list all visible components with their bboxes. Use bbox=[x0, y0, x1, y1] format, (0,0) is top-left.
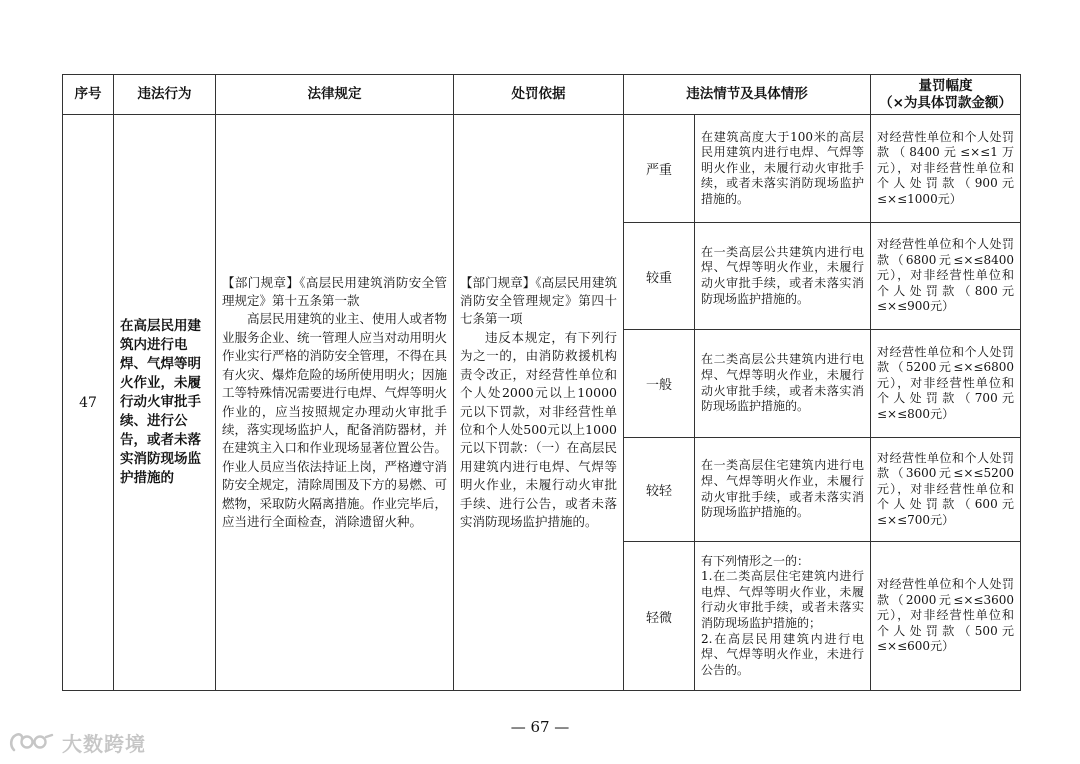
header-basis: 处罚依据 bbox=[454, 75, 624, 115]
header-no: 序号 bbox=[63, 75, 114, 115]
detail-intro: 有下列情形之一的： bbox=[701, 553, 810, 568]
header-detail: 违法情节及具体情形 bbox=[624, 75, 871, 115]
table-header-row bbox=[63, 75, 1021, 115]
fine-range: 对经营性单位和个人处罚款（3600元≤×≤5200元），对非经营性单位和个人处罚款（600元≤×≤700元） bbox=[871, 438, 1021, 542]
row-number: 47 bbox=[63, 115, 114, 691]
header-fine-title: 量罚幅度 bbox=[918, 77, 973, 94]
severity-label: 一般 bbox=[624, 330, 695, 438]
severity-label: 较重 bbox=[624, 223, 695, 330]
header-fine bbox=[871, 75, 1021, 115]
penalty-basis-source: 【部门规章】《高层民用建筑消防安全管理规定》第四十七条第一项 bbox=[460, 274, 617, 327]
severity-label: 轻微 bbox=[624, 542, 695, 691]
legal-provision-text: 高层民用建筑的业主、使用人或者物业服务企业、统一管理人应当对动用明火作业实行严格的消防安全管理，不得在具有火灾、爆炸危险的场所使用明火；因施工等特殊情况需要进行电焊、气焊等明火作业的，应当按照规定办理动火审批手续，落实现场监护人，配备消防器材，并在建筑主入口和作业现场显著位置公告。作业人员应当依法持证上岗，严格遵守消防安全规定，清除周围及下方的易燃、可燃物，采取防火隔离措施。作业完毕后，应当进行全面检查，消除遗留火种。 bbox=[222, 311, 448, 529]
watermark bbox=[8, 728, 146, 757]
severity-label: 较轻 bbox=[624, 438, 695, 542]
detail-item-2: 2.在高层民用建筑内进行电焊、气焊等明火作业，未进行公告的。 bbox=[701, 631, 864, 677]
header-act: 违法行为 bbox=[114, 75, 216, 115]
legal-provision bbox=[216, 115, 454, 691]
table-row bbox=[63, 115, 1021, 223]
watermark-text: 大数跨境 bbox=[62, 732, 146, 756]
header-law: 法律规定 bbox=[216, 75, 454, 115]
fine-range: 对经营性单位和个人处罚款（5200元≤×≤6800元），对非经营性单位和个人处罚款（700元≤×≤800元） bbox=[871, 330, 1021, 438]
watermark-logo-icon bbox=[8, 730, 58, 756]
penalty-basis bbox=[454, 115, 624, 691]
violation-act: 在高层民用建筑内进行电焊、气焊等明火作业，未履行动火审批手续、进行公告，或者未落实消防现场监护措施的 bbox=[114, 115, 216, 691]
severity-label: 严重 bbox=[624, 115, 695, 223]
fine-range: 对经营性单位和个人处罚款（6800元≤×≤8400元），对非经营性单位和个人处罚款（800元≤×≤900元） bbox=[871, 223, 1021, 330]
fine-range: 对经营性单位和个人处罚款（8400元≤×≤1万元），对非经营性单位和个人处罚款（900元≤×≤1000元） bbox=[871, 115, 1021, 223]
page-number: — 67 — bbox=[510, 718, 570, 736]
violation-detail: 在建筑高度大于100米的高层民用建筑内进行电焊、气焊等明火作业，未履行动火审批手续，或者未落实消防现场监护措施的。 bbox=[695, 115, 871, 223]
header-fine-note: （×为具体罚款金额） bbox=[879, 94, 1012, 111]
violation-detail: 在一类高层住宅建筑内进行电焊、气焊等明火作业，未履行动火审批手续，或者未落实消防现场监护措施的。 bbox=[695, 438, 871, 542]
legal-provision-source: 【部门规章】《高层民用建筑消防安全管理规定》第十五条第一款 bbox=[222, 274, 447, 309]
fine-range: 对经营性单位和个人处罚款（2000元≤×≤3600元），对非经营性单位和个人处罚款（500元≤×≤600元） bbox=[871, 542, 1021, 691]
violation-detail: 在一类高层公共建筑内进行电焊、气焊等明火作业，未履行动火审批手续，或者未落实消防现场监护措施的。 bbox=[695, 223, 871, 330]
violation-detail: 在二类高层公共建筑内进行电焊、气焊等明火作业，未履行动火审批手续，或者未落实消防现场监护措施的。 bbox=[695, 330, 871, 438]
detail-item-1: 1.在二类高层住宅建筑内进行电焊、气焊等明火作业，未履行动火审批手续，或者未落实消防现场监护措施的； bbox=[701, 569, 864, 630]
violation-detail bbox=[695, 542, 871, 691]
penalty-table bbox=[62, 74, 1021, 691]
penalty-basis-text: 违反本规定，有下列行为之一的，由消防救援机构责令改正，对经营性单位和个人处2000元以上10000元以下罚款，对非经营性单位和个人处500元以上1000元以下罚款：（一）在高层民用建筑内进行电焊、气焊等明火作业，未履行动火审批手续、进行公告，或者未落实消防现场监护措施的。 bbox=[460, 329, 617, 529]
